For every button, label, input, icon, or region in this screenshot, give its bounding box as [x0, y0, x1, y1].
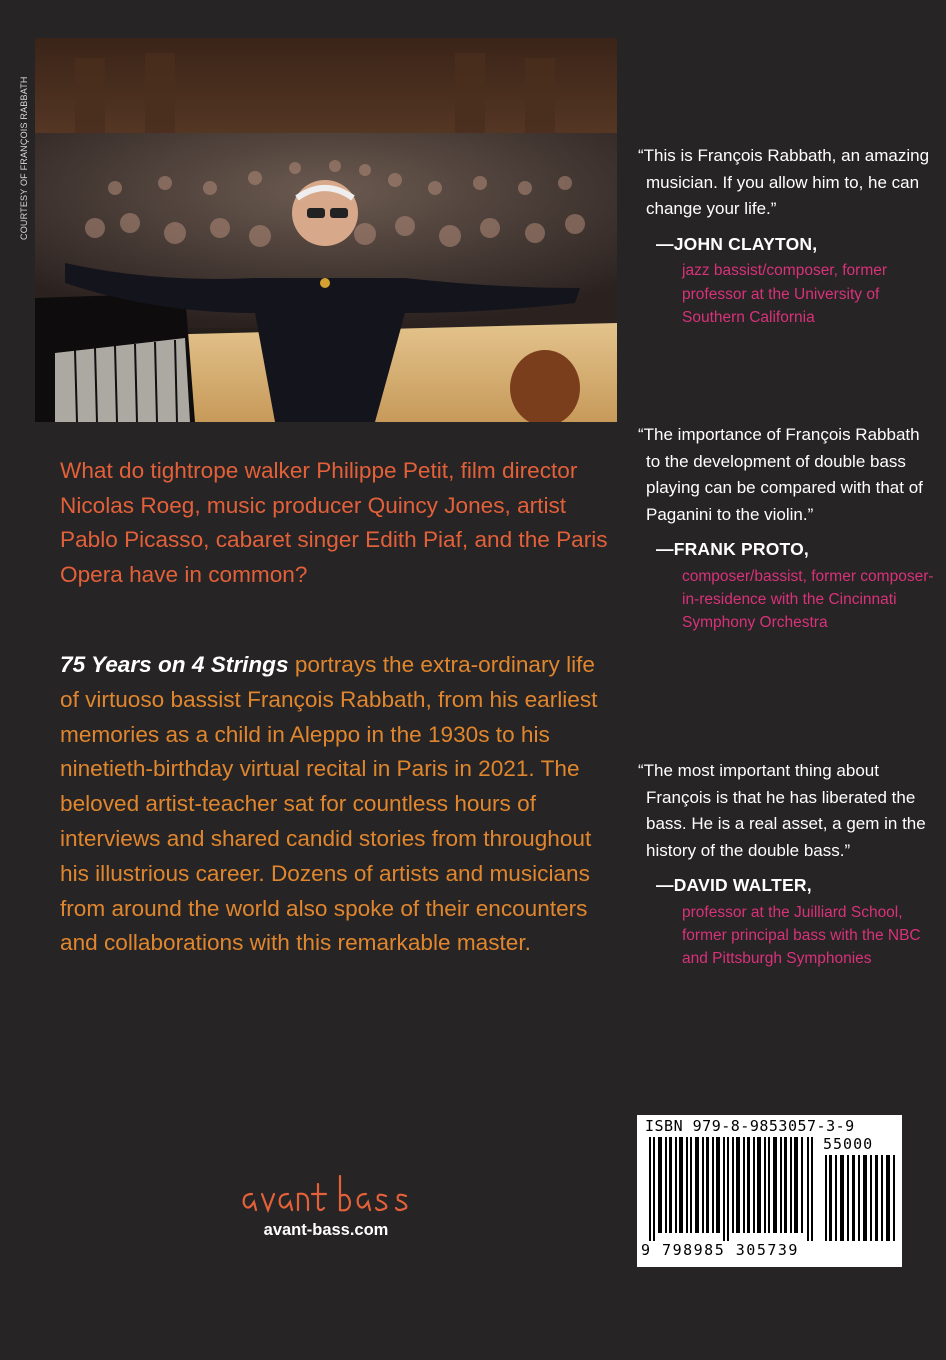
blurb-description [60, 648, 620, 961]
isbn-barcode [637, 1115, 902, 1267]
quote-author: —JOHN CLAYTON, [656, 233, 818, 254]
quote-text: “The most important thing about François is that he has liberated the bass. He is a real asset, a gem in the history of the double bass.” [638, 761, 926, 860]
quote-john-clayton [638, 143, 938, 329]
book-title: 75 Years on 4 Strings [60, 652, 289, 677]
price-code: 55000 [823, 1135, 874, 1153]
photo-credit: COURTESY OF FRANÇOIS RABBATH [19, 76, 29, 240]
quote-text: “The importance of François Rabbath to the development of double bass playing can be compared with that of Paganini to the violin.” [638, 425, 923, 524]
isbn-number: ISBN 979-8-9853057-3-9 [645, 1117, 855, 1135]
cover-photo [35, 38, 617, 422]
ean-number: 9 798985 305739 [641, 1241, 799, 1259]
quote-david-walter [638, 758, 938, 971]
quote-author-role: composer/bassist, former composer-in-residence with the Cincinnati Symphony Orchestra [682, 567, 934, 632]
quote-author: —DAVID WALTER, [656, 875, 812, 896]
blurb-description-text: portrays the extra-ordinary life of virtuoso bassist François Rabbath, from his earliest memories as a child in Aleppo in the 1930s to his ninetieth-birthday virtual recital in Paris in 2021. The beloved artist-teacher sat for countless hours of interviews and shared candid stories from throughout his illustrious career. Dozens of artists and musicians from around the world also spoke of their encounters and collaborations with this remarkable master. [60, 652, 598, 956]
quote-author-role: jazz bassist/composer, former professor at the University of Southern California [682, 262, 888, 326]
publisher-website[interactable]: avant-bass.com [263, 1221, 389, 1239]
quote-author-role: professor at the Juilliard School, former principal bass with the NBC and Pittsburgh Symphonies [682, 903, 921, 968]
blurb-intro: What do tightrope walker Philippe Petit, film director Nicolas Roeg, music producer Quincy Jones, artist Pablo Picasso, cabaret singer Edith Piaf, and the Paris Opera have in common? [60, 458, 608, 587]
price-barcode-bars [823, 1155, 897, 1241]
publisher-logo [238, 1164, 414, 1220]
quote-author: —FRANK PROTO, [656, 539, 809, 560]
ean-barcode-bars [641, 1135, 819, 1241]
quote-frank-proto [638, 422, 938, 635]
quote-text: “This is François Rabbath, an amazing musician. If you allow him to, he can change your life.” [638, 146, 930, 219]
